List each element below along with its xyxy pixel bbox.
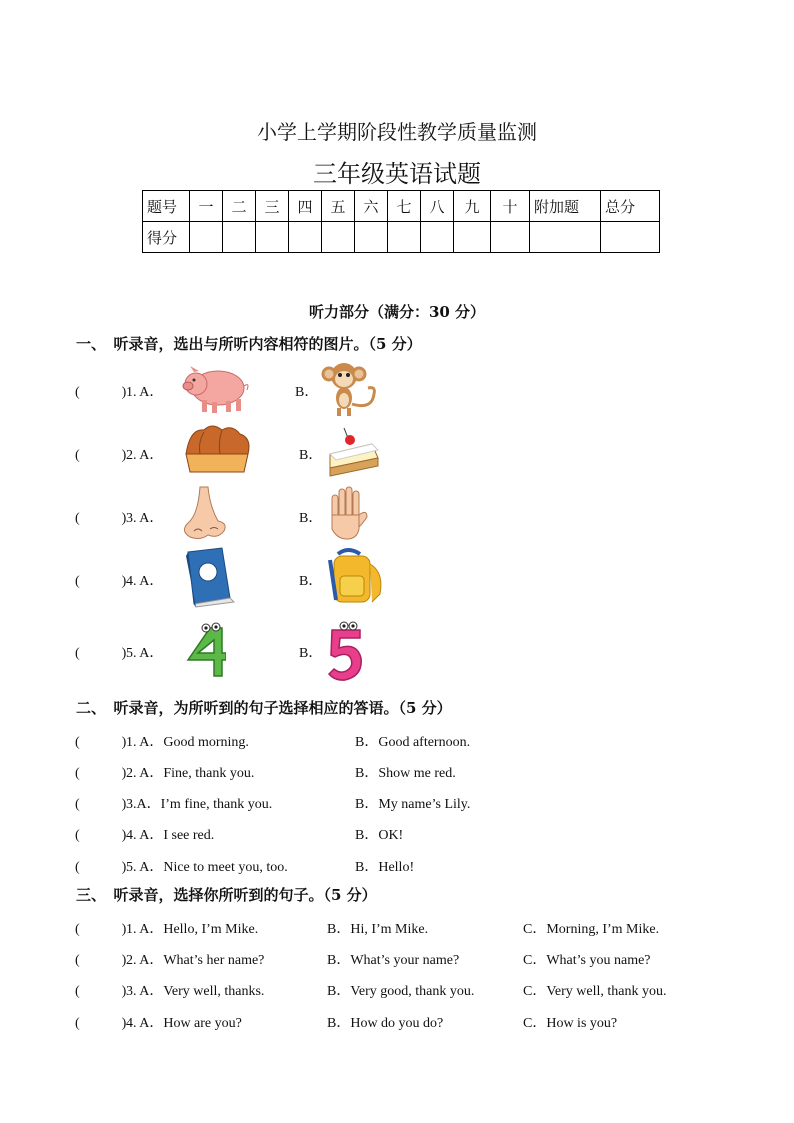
option-a-text: 1. A．Good morning. bbox=[126, 735, 249, 750]
response-question-row bbox=[0, 731, 794, 751]
option-c-text: C．Very well, thank you. bbox=[523, 984, 667, 999]
sentence-question-row bbox=[0, 980, 794, 1000]
score-row-label: 得分 bbox=[143, 222, 190, 253]
exam-subtitle: 三年级英语试题 bbox=[313, 160, 481, 188]
option-b-text: B．OK! bbox=[355, 828, 404, 843]
option-a-text: 3.A．I’m fine, thank you. bbox=[126, 797, 273, 812]
section-2-title: 二、 听录音，为所听到的句子选择相应的答语。（5 分） bbox=[76, 699, 452, 717]
score-header-cell: 一 bbox=[190, 191, 223, 222]
number-five-icon[interactable] bbox=[326, 620, 366, 682]
score-header-cell: 七 bbox=[388, 191, 421, 222]
option-b-text: B．Hello! bbox=[355, 860, 415, 875]
score-header-cell: 总分 bbox=[601, 191, 660, 222]
book-icon[interactable] bbox=[182, 546, 238, 608]
response-question-row bbox=[0, 856, 794, 876]
answer-blank[interactable]: ( ) bbox=[75, 860, 127, 875]
score-header-cell: 八 bbox=[421, 191, 454, 222]
picture-question-row bbox=[0, 507, 794, 527]
score-input-cell[interactable] bbox=[223, 222, 256, 253]
option-c-text: C．Morning, I’m Mike. bbox=[523, 922, 660, 937]
score-header-cell: 四 bbox=[289, 191, 322, 222]
option-b-label: B． bbox=[299, 511, 323, 526]
option-a-label: 5. A． bbox=[126, 646, 164, 661]
answer-blank[interactable]: ( ) bbox=[75, 797, 127, 812]
option-a-label: 3. A． bbox=[126, 511, 164, 526]
option-b-label: B． bbox=[299, 646, 323, 661]
option-c-text: C．How is you? bbox=[523, 1016, 618, 1031]
section-1-title: 一、 听录音，选出与所听内容相符的图片。（5 分） bbox=[76, 335, 422, 353]
option-a-label: 1. A． bbox=[126, 385, 164, 400]
option-b-text: B．What’s your name? bbox=[327, 953, 460, 968]
option-b-text: B．Very good, thank you. bbox=[327, 984, 475, 999]
answer-blank[interactable]: ( ) bbox=[75, 766, 127, 781]
answer-blank[interactable]: ( ) bbox=[75, 574, 127, 589]
sentence-question-row bbox=[0, 918, 794, 938]
score-input-cell[interactable] bbox=[491, 222, 530, 253]
option-b-label: B． bbox=[299, 574, 323, 589]
nose-icon[interactable] bbox=[180, 485, 230, 541]
answer-blank[interactable]: ( ) bbox=[75, 922, 127, 937]
number-four-icon[interactable] bbox=[184, 620, 226, 680]
option-a-text: 3. A．Very well, thanks. bbox=[126, 984, 265, 999]
answer-blank[interactable]: ( ) bbox=[75, 953, 127, 968]
score-header-cell: 六 bbox=[355, 191, 388, 222]
answer-blank[interactable]: ( ) bbox=[75, 385, 127, 400]
option-b-label: B． bbox=[299, 448, 323, 463]
answer-blank[interactable]: ( ) bbox=[75, 828, 127, 843]
option-b-text: B．Show me red. bbox=[355, 766, 456, 781]
score-header-cell: 附加题 bbox=[530, 191, 601, 222]
score-input-cell[interactable] bbox=[322, 222, 355, 253]
answer-blank[interactable]: ( ) bbox=[75, 448, 127, 463]
score-input-cell[interactable] bbox=[454, 222, 491, 253]
score-input-cell[interactable] bbox=[421, 222, 454, 253]
option-a-text: 2. A．Fine, thank you. bbox=[126, 766, 255, 781]
option-b-text: B．Hi, I’m Mike. bbox=[327, 922, 429, 937]
sentence-question-row bbox=[0, 1012, 794, 1032]
bag-icon[interactable] bbox=[326, 546, 386, 608]
score-header-cell: 九 bbox=[454, 191, 491, 222]
answer-blank[interactable]: ( ) bbox=[75, 984, 127, 999]
option-c-text: C．What’s you name? bbox=[523, 953, 651, 968]
exam-title: 小学上学期阶段性教学质量监测 bbox=[257, 120, 537, 144]
response-question-row bbox=[0, 824, 794, 844]
response-question-row bbox=[0, 793, 794, 813]
cake-icon[interactable] bbox=[326, 424, 382, 478]
option-a-text: 5. A．Nice to meet you, too. bbox=[126, 860, 288, 875]
score-input-cell[interactable] bbox=[388, 222, 421, 253]
sentence-question-row bbox=[0, 949, 794, 969]
option-b-text: B．How do you do? bbox=[327, 1016, 444, 1031]
option-a-text: 4. A．I see red. bbox=[126, 828, 215, 843]
score-header-cell: 十 bbox=[491, 191, 530, 222]
option-b-label: B． bbox=[295, 385, 319, 400]
picture-question-row bbox=[0, 381, 794, 401]
picture-question-row bbox=[0, 570, 794, 590]
answer-blank[interactable]: ( ) bbox=[75, 646, 127, 661]
score-table bbox=[142, 190, 660, 253]
option-b-text: B．Good afternoon. bbox=[355, 735, 471, 750]
section-3-title: 三、 听录音，选择你所听到的句子。（5 分） bbox=[76, 886, 377, 904]
monkey-icon[interactable] bbox=[318, 360, 384, 418]
answer-blank[interactable]: ( ) bbox=[75, 511, 127, 526]
score-header-cell: 题号 bbox=[143, 191, 190, 222]
score-header-cell: 二 bbox=[223, 191, 256, 222]
listening-header: 听力部分（满分：30 分） bbox=[308, 303, 486, 321]
picture-question-row bbox=[0, 444, 794, 464]
score-header-cell: 五 bbox=[322, 191, 355, 222]
bread-icon[interactable] bbox=[182, 424, 252, 476]
pig-icon[interactable] bbox=[182, 362, 250, 414]
score-value-row bbox=[143, 222, 660, 253]
option-a-label: 2. A． bbox=[126, 448, 164, 463]
score-input-cell[interactable] bbox=[355, 222, 388, 253]
score-input-cell[interactable] bbox=[256, 222, 289, 253]
option-a-text: 2. A．What’s her name? bbox=[126, 953, 265, 968]
answer-blank[interactable]: ( ) bbox=[75, 735, 127, 750]
option-a-text: 1. A．Hello, I’m Mike. bbox=[126, 922, 259, 937]
score-input-cell[interactable] bbox=[601, 222, 660, 253]
score-input-cell[interactable] bbox=[530, 222, 601, 253]
score-input-cell[interactable] bbox=[190, 222, 223, 253]
hand-icon[interactable] bbox=[326, 485, 370, 541]
response-question-row bbox=[0, 762, 794, 782]
option-b-text: B．My name’s Lily. bbox=[355, 797, 471, 812]
option-a-text: 4. A．How are you? bbox=[126, 1016, 242, 1031]
score-input-cell[interactable] bbox=[289, 222, 322, 253]
score-header-cell: 三 bbox=[256, 191, 289, 222]
option-a-label: 4. A． bbox=[126, 574, 164, 589]
answer-blank[interactable]: ( ) bbox=[75, 1016, 127, 1031]
score-header-row bbox=[143, 191, 660, 222]
picture-question-row bbox=[0, 642, 794, 662]
